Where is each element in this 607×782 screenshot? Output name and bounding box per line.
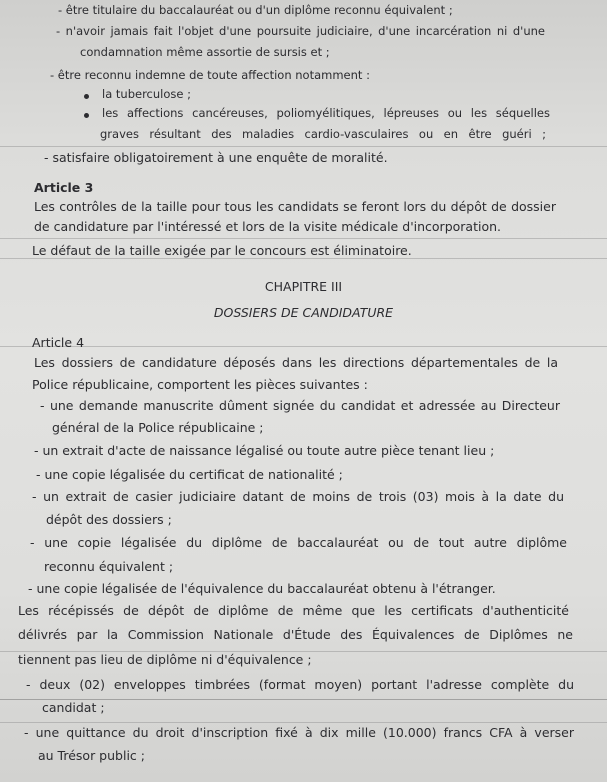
paper-rule: [0, 722, 607, 723]
paper-rule: [0, 146, 607, 147]
article-3-heading: Article 3: [34, 180, 94, 195]
document-item-request: - une demande manuscrite dûment signée du candidat et adressée au Directeur: [40, 398, 560, 413]
document-item-equivalence: - une copie légalisée de l'équivalence du baccalauréat obtenu à l'étranger.: [28, 581, 496, 596]
article-4-intro-cont: Police républicaine, comportent les pièces suivantes :: [32, 377, 368, 392]
condition-judicial-cont: condamnation même assortie de sursis et ;: [80, 45, 330, 59]
bullet-dot: [84, 94, 89, 99]
article-4-intro: Les dossiers de candidature déposés dans les directions départementales de la: [34, 355, 558, 370]
receipts-note-cont: délivrés par la Commission Nationale d'Étude des Équivalences de Diplômes ne: [18, 627, 573, 642]
document-item-diploma: - une copie légalisée du diplôme de baccalauréat ou de tout autre diplôme: [30, 535, 567, 550]
document-item-diploma-cont: reconnu équivalent ;: [44, 559, 174, 574]
document-item-envelopes: - deux (02) enveloppes timbrées (format moyen) portant l'adresse complète du: [26, 677, 574, 692]
health-item-affections-cont: graves résultant des maladies cardio-vasculaires ou en être guéri ;: [100, 127, 546, 141]
document-item-criminal-record-cont: dépôt des dossiers ;: [46, 512, 172, 527]
condition-morality: - satisfaire obligatoirement à une enquête de moralité.: [44, 150, 388, 165]
article-3-text-2: Le défaut de la taille exigée par le concours est éliminatoire.: [32, 243, 412, 258]
receipts-note: Les récépissés de dépôt de diplôme de même que les certificats d'authenticité: [18, 603, 569, 618]
document-item-nationality: - une copie légalisée du certificat de nationalité ;: [36, 467, 343, 482]
health-item-tuberculosis: la tuberculose ;: [102, 87, 191, 101]
condition-bac: - être titulaire du baccalauréat ou d'un diplôme reconnu équivalent ;: [58, 3, 453, 17]
paper-rule: [0, 258, 607, 259]
document-item-criminal-record: - un extrait de casier judiciaire datant de moins de trois (03) mois à la date du: [32, 489, 564, 504]
chapter-title: DOSSIERS DE CANDIDATURE: [213, 305, 394, 320]
condition-health: - être reconnu indemne de toute affection notamment :: [50, 68, 370, 82]
article-3-text: Les contrôles de la taille pour tous les candidats se feront lors du dépôt de dossier: [34, 199, 556, 214]
document-item-receipt: - une quittance du droit d'inscription fixé à dix mille (10.000) francs CFA à verser: [24, 725, 574, 740]
condition-judicial: - n'avoir jamais fait l'objet d'une poursuite judiciaire, d'une incarcération ni d'une: [56, 24, 545, 38]
chapter-heading: CHAPITRE III: [264, 279, 343, 294]
receipts-note-cont-2: tiennent pas lieu de diplôme ni d'équivalence ;: [18, 652, 312, 667]
document-item-birth-certificate: - un extrait d'acte de naissance légalisé ou toute autre pièce tenant lieu ;: [34, 443, 495, 458]
article-4-heading: Article 4: [32, 335, 85, 350]
article-3-text-cont: de candidature par l'intéressé et lors de la visite médicale d'incorporation.: [34, 219, 501, 234]
bullet-dot: [84, 113, 89, 118]
paper-rule: [0, 346, 607, 347]
document-item-request-cont: général de la Police républicaine ;: [52, 420, 264, 435]
health-item-affections: les affections cancéreuses, poliomyélitiques, lépreuses ou les séquelles: [102, 106, 550, 120]
document-item-receipt-cont: au Trésor public ;: [38, 748, 145, 763]
paper-rule: [0, 238, 607, 239]
document-item-envelopes-cont: candidat ;: [42, 700, 105, 715]
